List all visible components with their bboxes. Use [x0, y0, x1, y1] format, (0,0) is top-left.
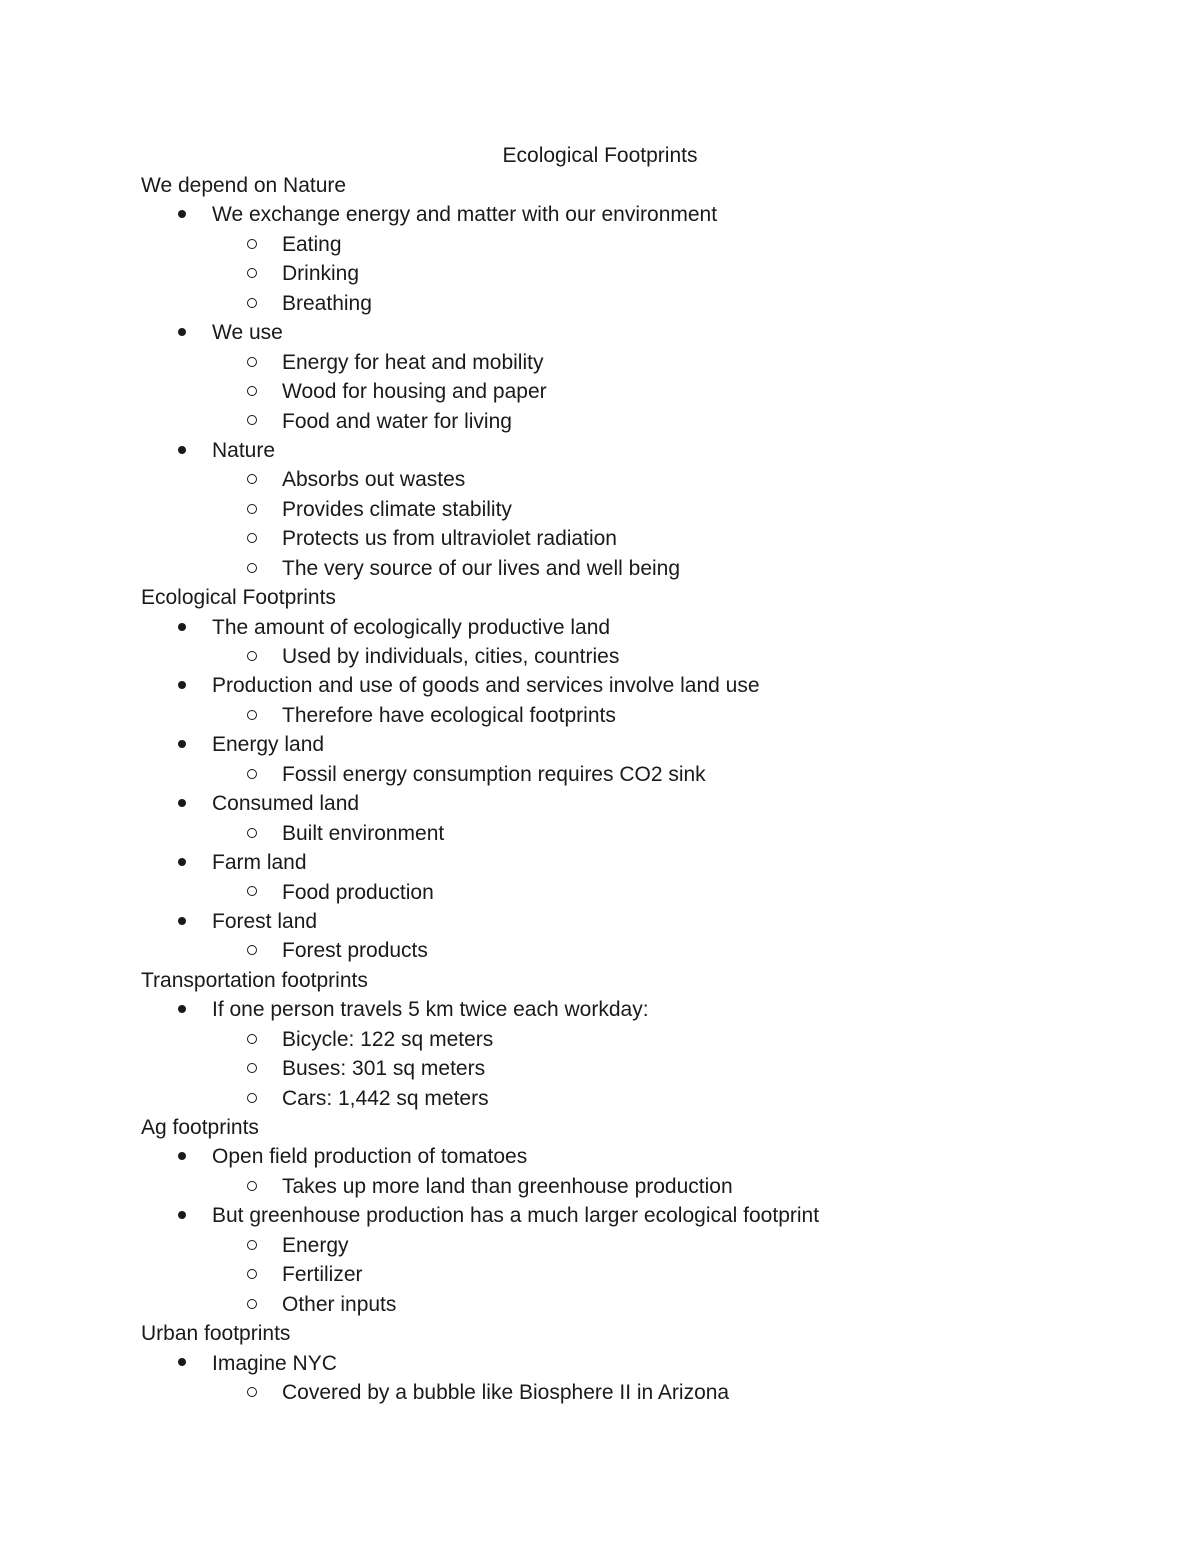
section-heading: Ag footprints: [141, 1116, 259, 1139]
bullet-text: Imagine NYC: [212, 1351, 337, 1375]
bullet-dot-icon: [175, 1142, 189, 1171]
bullet-circle-icon: [245, 1378, 259, 1407]
bullet-item: [141, 1142, 1121, 1171]
bullet-dot-icon: [175, 200, 189, 229]
sub-bullet-item: [141, 495, 1121, 524]
sub-bullet-item: [141, 407, 1121, 436]
sub-bullet-text: Cars: 1,442 sq meters: [282, 1086, 489, 1110]
bullet-circle-icon: [245, 230, 259, 259]
bullet-dot-icon: [175, 730, 189, 759]
sub-bullet-text: Built environment: [282, 821, 445, 845]
sub-bullet-item: [141, 819, 1121, 848]
sub-bullet-item: [141, 465, 1121, 494]
sub-bullet-item: [141, 1290, 1121, 1319]
bullet-dot-icon: [175, 436, 189, 465]
bullet-item: [141, 318, 1121, 347]
bullet-text: Consumed land: [212, 792, 360, 816]
sub-bullet-item: [141, 1172, 1121, 1201]
sub-bullet-item: [141, 1231, 1121, 1260]
sub-bullet-text: Bicycle: 122 sq meters: [282, 1027, 494, 1051]
bullet-circle-icon: [245, 1054, 259, 1083]
bullet-dot-icon: [175, 671, 189, 700]
bullet-text: Energy land: [212, 733, 325, 757]
sub-bullet-text: Therefore have ecological footprints: [282, 703, 616, 727]
bullet-item: [141, 671, 1121, 700]
bullet-item: [141, 848, 1121, 877]
bullet-circle-icon: [245, 377, 259, 406]
bullet-dot-icon: [175, 1201, 189, 1230]
sub-bullet-text: Drinking: [282, 262, 360, 286]
bullet-item: [141, 907, 1121, 936]
section-heading: We depend on Nature: [141, 174, 347, 197]
bullet-dot-icon: [175, 848, 189, 877]
bullet-item: [141, 1201, 1121, 1230]
sub-bullet-item: [141, 701, 1121, 730]
sub-bullet-text: The very source of our lives and well being: [282, 556, 681, 580]
sub-bullet-text: Protects us from ultraviolet radiation: [282, 527, 617, 551]
bullet-circle-icon: [245, 524, 259, 553]
sub-bullet-item: [141, 1054, 1121, 1083]
sub-bullet-item: [141, 230, 1121, 259]
sub-bullet-text: Fossil energy consumption requires CO2 sink: [282, 762, 706, 786]
bullet-item: [141, 613, 1121, 642]
sub-bullet-item: [141, 524, 1121, 553]
bullet-circle-icon: [245, 1290, 259, 1319]
bullet-circle-icon: [245, 936, 259, 965]
section-heading: Transportation footprints: [141, 968, 368, 992]
bullet-dot-icon: [175, 995, 189, 1024]
bullet-dot-icon: [175, 318, 189, 347]
bullet-text: Production and use of goods and services involve land use: [212, 674, 760, 698]
sub-bullet-item: [141, 554, 1121, 583]
sub-bullet-text: Food and water for living: [282, 409, 512, 433]
bullet-circle-icon: [245, 760, 259, 789]
sub-bullet-item: [141, 1025, 1121, 1054]
bullet-dot-icon: [175, 789, 189, 818]
bullet-circle-icon: [245, 1084, 259, 1113]
sub-bullet-item: [141, 1084, 1121, 1113]
bullet-circle-icon: [245, 642, 259, 671]
sub-bullet-item: [141, 642, 1121, 671]
bullet-text: We use: [212, 321, 283, 345]
sub-bullet-text: Food production: [282, 880, 434, 904]
bullet-item: [141, 730, 1121, 759]
bullet-circle-icon: [245, 1260, 259, 1289]
sub-bullet-item: [141, 259, 1121, 288]
bullet-circle-icon: [245, 1231, 259, 1260]
sub-bullet-item: [141, 878, 1121, 907]
sub-bullet-item: [141, 1260, 1121, 1289]
bullet-circle-icon: [245, 407, 259, 436]
bullet-circle-icon: [245, 1172, 259, 1201]
bullet-item: [141, 1349, 1121, 1378]
section-heading: Ecological Footprints: [141, 586, 336, 610]
bullet-circle-icon: [245, 701, 259, 730]
sub-bullet-item: [141, 760, 1121, 789]
section-heading: Urban footprints: [141, 1322, 291, 1346]
bullet-circle-icon: [245, 289, 259, 318]
bullet-circle-icon: [245, 259, 259, 288]
sub-bullet-item: [141, 377, 1121, 406]
sub-bullet-text: Breathing: [282, 291, 372, 315]
sub-bullet-text: Absorbs out wastes: [282, 468, 466, 492]
bullet-circle-icon: [245, 348, 259, 377]
bullet-item: [141, 789, 1121, 818]
sub-bullet-text: Energy for heat and mobility: [282, 350, 544, 374]
bullet-text: But greenhouse production has a much larger ecological footprint: [212, 1204, 820, 1228]
bullet-text: Open field production of tomatoes: [212, 1145, 528, 1169]
sub-bullet-text: Energy: [282, 1233, 349, 1257]
sub-bullet-text: Covered by a bubble like Biosphere II in Arizona: [282, 1380, 730, 1404]
bullet-text: Forest land: [212, 909, 318, 933]
bullet-dot-icon: [175, 1349, 189, 1378]
sub-bullet-text: Wood for housing and paper: [282, 380, 547, 404]
bullet-dot-icon: [175, 907, 189, 936]
document-title: Ecological Footprints: [502, 144, 698, 167]
bullet-circle-icon: [245, 554, 259, 583]
bullet-circle-icon: [245, 819, 259, 848]
sub-bullet-text: Used by individuals, cities, countries: [282, 645, 620, 668]
bullet-circle-icon: [245, 465, 259, 494]
sub-bullet-item: [141, 289, 1121, 318]
bullet-circle-icon: [245, 878, 259, 907]
bullet-item: [141, 200, 1121, 229]
sub-bullet-item: [141, 1378, 1121, 1407]
bullet-text: Farm land: [212, 851, 307, 875]
bullet-dot-icon: [175, 613, 189, 642]
bullet-item: [141, 436, 1121, 465]
bullet-text: If one person travels 5 km twice each workday:: [212, 998, 649, 1022]
sub-bullet-text: Forest products: [282, 939, 428, 963]
bullet-text: Nature: [212, 438, 276, 462]
sub-bullet-text: Provides climate stability: [282, 497, 512, 521]
bullet-text: The amount of ecologically productive land: [212, 615, 611, 639]
bullet-item: [141, 995, 1121, 1024]
outline-content: [141, 171, 1121, 1407]
sub-bullet-text: Other inputs: [282, 1292, 397, 1316]
sub-bullet-item: [141, 348, 1121, 377]
sub-bullet-text: Fertilizer: [282, 1263, 363, 1287]
bullet-circle-icon: [245, 495, 259, 524]
sub-bullet-text: Takes up more land than greenhouse production: [282, 1174, 733, 1198]
bullet-circle-icon: [245, 1025, 259, 1054]
sub-bullet-item: [141, 936, 1121, 965]
sub-bullet-text: Buses: 301 sq meters: [282, 1057, 486, 1081]
sub-bullet-text: Eating: [282, 232, 342, 256]
bullet-text: We exchange energy and matter with our environment: [212, 203, 718, 227]
